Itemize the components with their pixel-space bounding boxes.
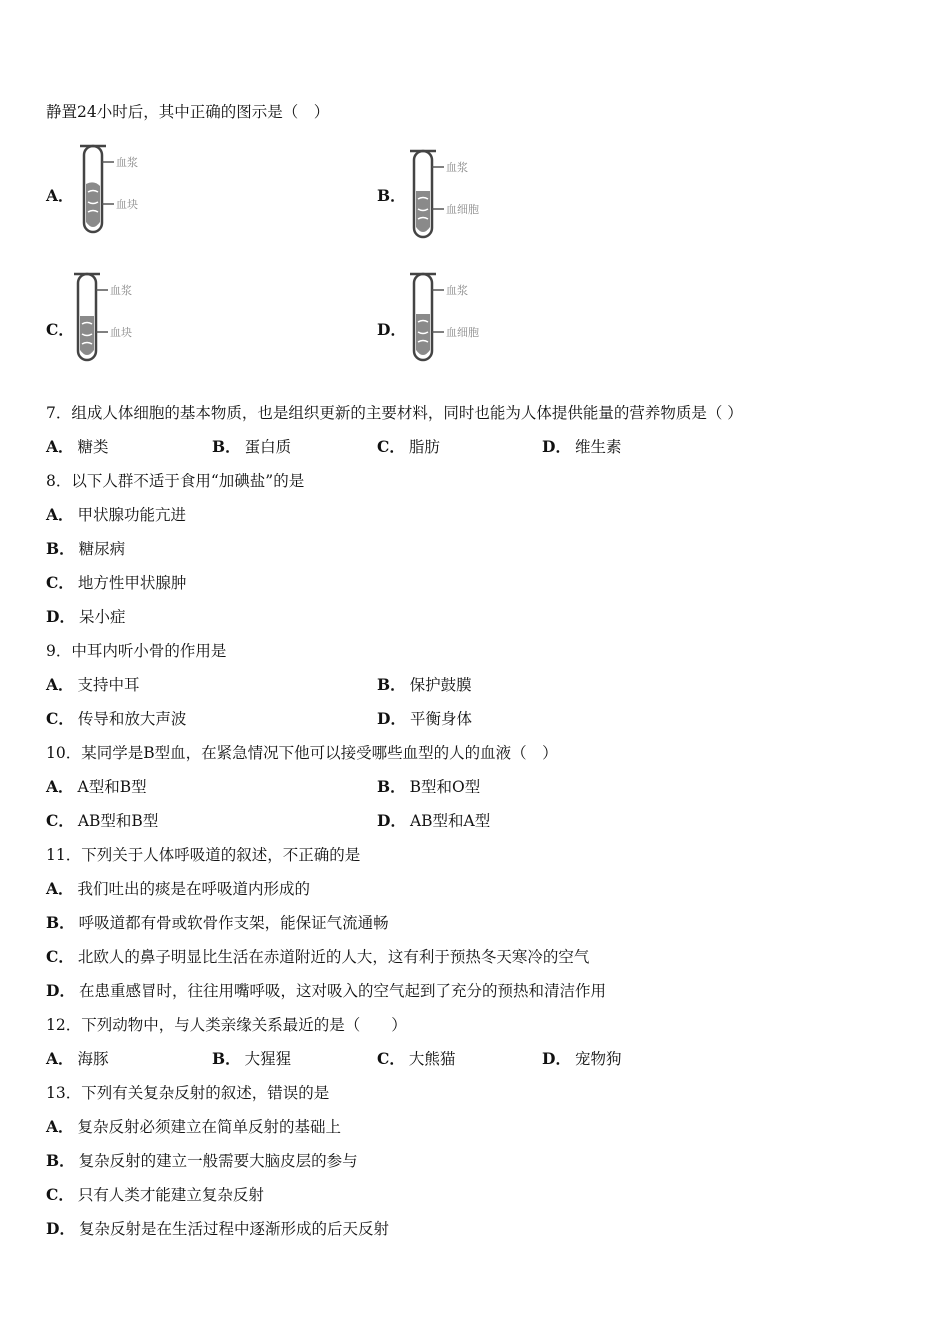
q7-option-a[interactable]: A． 糖类 bbox=[46, 437, 109, 456]
q11-option-a[interactable]: A． 我们吐出的痰是在呼吸道内形成的 bbox=[46, 879, 311, 898]
q13-option-c[interactable]: C． 只有人类才能建立复杂反射 bbox=[46, 1185, 264, 1204]
q7-option-c[interactable]: C． 脂肪 bbox=[377, 437, 440, 456]
fig-option-d-tube bbox=[410, 268, 500, 368]
question-10-stem: 10．某同学是B型血，在紧急情况下他可以接受哪些血型的人的血液（ ） bbox=[46, 744, 558, 762]
q10-option-a[interactable]: A． A型和B型 bbox=[46, 777, 147, 796]
q12-option-a[interactable]: A． 海豚 bbox=[46, 1049, 109, 1068]
fig-a-bottom-label: 血块 bbox=[116, 198, 138, 211]
fig-option-c-letter: C． bbox=[46, 320, 74, 339]
q12-option-c[interactable]: C． 大熊猫 bbox=[377, 1049, 456, 1068]
q9-option-b[interactable]: B． 保护鼓膜 bbox=[377, 675, 472, 694]
q8-option-a[interactable]: A． 甲状腺功能亢进 bbox=[46, 505, 187, 524]
fig-d-top-label: 血浆 bbox=[446, 284, 468, 297]
fig-c-top-label: 血浆 bbox=[110, 284, 132, 297]
q9-option-c[interactable]: C． 传导和放大声波 bbox=[46, 709, 187, 728]
question-12-stem: 12．下列动物中，与人类亲缘关系最近的是（ ） bbox=[46, 1016, 407, 1034]
question-intro: 静置24小时后，其中正确的图示是（ ） bbox=[46, 103, 330, 121]
question-8-stem: 8．以下人群不适于食用“加碘盐”的是 bbox=[46, 472, 305, 490]
q7-option-b[interactable]: B． 蛋白质 bbox=[212, 437, 292, 456]
q13-option-b[interactable]: B． 复杂反射的建立一般需要大脑皮层的参与 bbox=[46, 1151, 358, 1170]
fig-option-a-tube bbox=[80, 140, 170, 240]
fig-option-b-letter: B． bbox=[377, 186, 406, 205]
fig-option-b-tube bbox=[410, 145, 500, 245]
q12-option-b[interactable]: B． 大猩猩 bbox=[212, 1049, 292, 1068]
fig-d-bottom-label: 血细胞 bbox=[446, 326, 479, 339]
q8-option-b[interactable]: B． 糖尿病 bbox=[46, 539, 126, 558]
fig-b-top-label: 血浆 bbox=[446, 161, 468, 174]
q12-option-d[interactable]: D． 宠物狗 bbox=[542, 1049, 622, 1068]
fig-option-d-letter: D． bbox=[377, 320, 406, 339]
question-13-stem: 13．下列有关复杂反射的叙述，错误的是 bbox=[46, 1084, 330, 1102]
fig-option-a-letter: A． bbox=[46, 186, 74, 205]
question-11-stem: 11．下列关于人体呼吸道的叙述，不正确的是 bbox=[46, 846, 361, 864]
question-7-stem: 7．组成人体细胞的基本物质，也是组织更新的主要材料，同时也能为人体提供能量的营养物质是（ ） bbox=[46, 404, 743, 422]
question-9-stem: 9．中耳内听小骨的作用是 bbox=[46, 642, 227, 660]
q7-option-d[interactable]: D． 维生素 bbox=[542, 437, 622, 456]
q8-option-d[interactable]: D． 呆小症 bbox=[46, 607, 126, 626]
fig-b-bottom-label: 血细胞 bbox=[446, 203, 479, 216]
q9-option-d[interactable]: D． 平衡身体 bbox=[377, 709, 472, 728]
q10-option-b[interactable]: B． B型和O型 bbox=[377, 777, 481, 796]
q10-option-c[interactable]: C． AB型和B型 bbox=[46, 811, 159, 830]
q10-option-d[interactable]: D． AB型和A型 bbox=[377, 811, 491, 830]
q13-option-a[interactable]: A． 复杂反射必须建立在简单反射的基础上 bbox=[46, 1117, 342, 1136]
q9-option-a[interactable]: A． 支持中耳 bbox=[46, 675, 140, 694]
q11-option-d[interactable]: D． 在患重感冒时，往往用嘴呼吸，这对吸入的空气起到了充分的预热和清洁作用 bbox=[46, 981, 606, 1000]
fig-option-c-tube bbox=[74, 268, 164, 368]
q8-option-c[interactable]: C． 地方性甲状腺肿 bbox=[46, 573, 187, 592]
fig-c-bottom-label: 血块 bbox=[110, 326, 132, 339]
fig-a-top-label: 血浆 bbox=[116, 156, 138, 169]
q13-option-d[interactable]: D． 复杂反射是在生活过程中逐渐形成的后天反射 bbox=[46, 1219, 389, 1238]
q11-option-c[interactable]: C． 北欧人的鼻子明显比生活在赤道附近的人大，这有利于预热冬天寒冷的空气 bbox=[46, 947, 590, 966]
q11-option-b[interactable]: B． 呼吸道都有骨或软骨作支架，能保证气流通畅 bbox=[46, 913, 389, 932]
